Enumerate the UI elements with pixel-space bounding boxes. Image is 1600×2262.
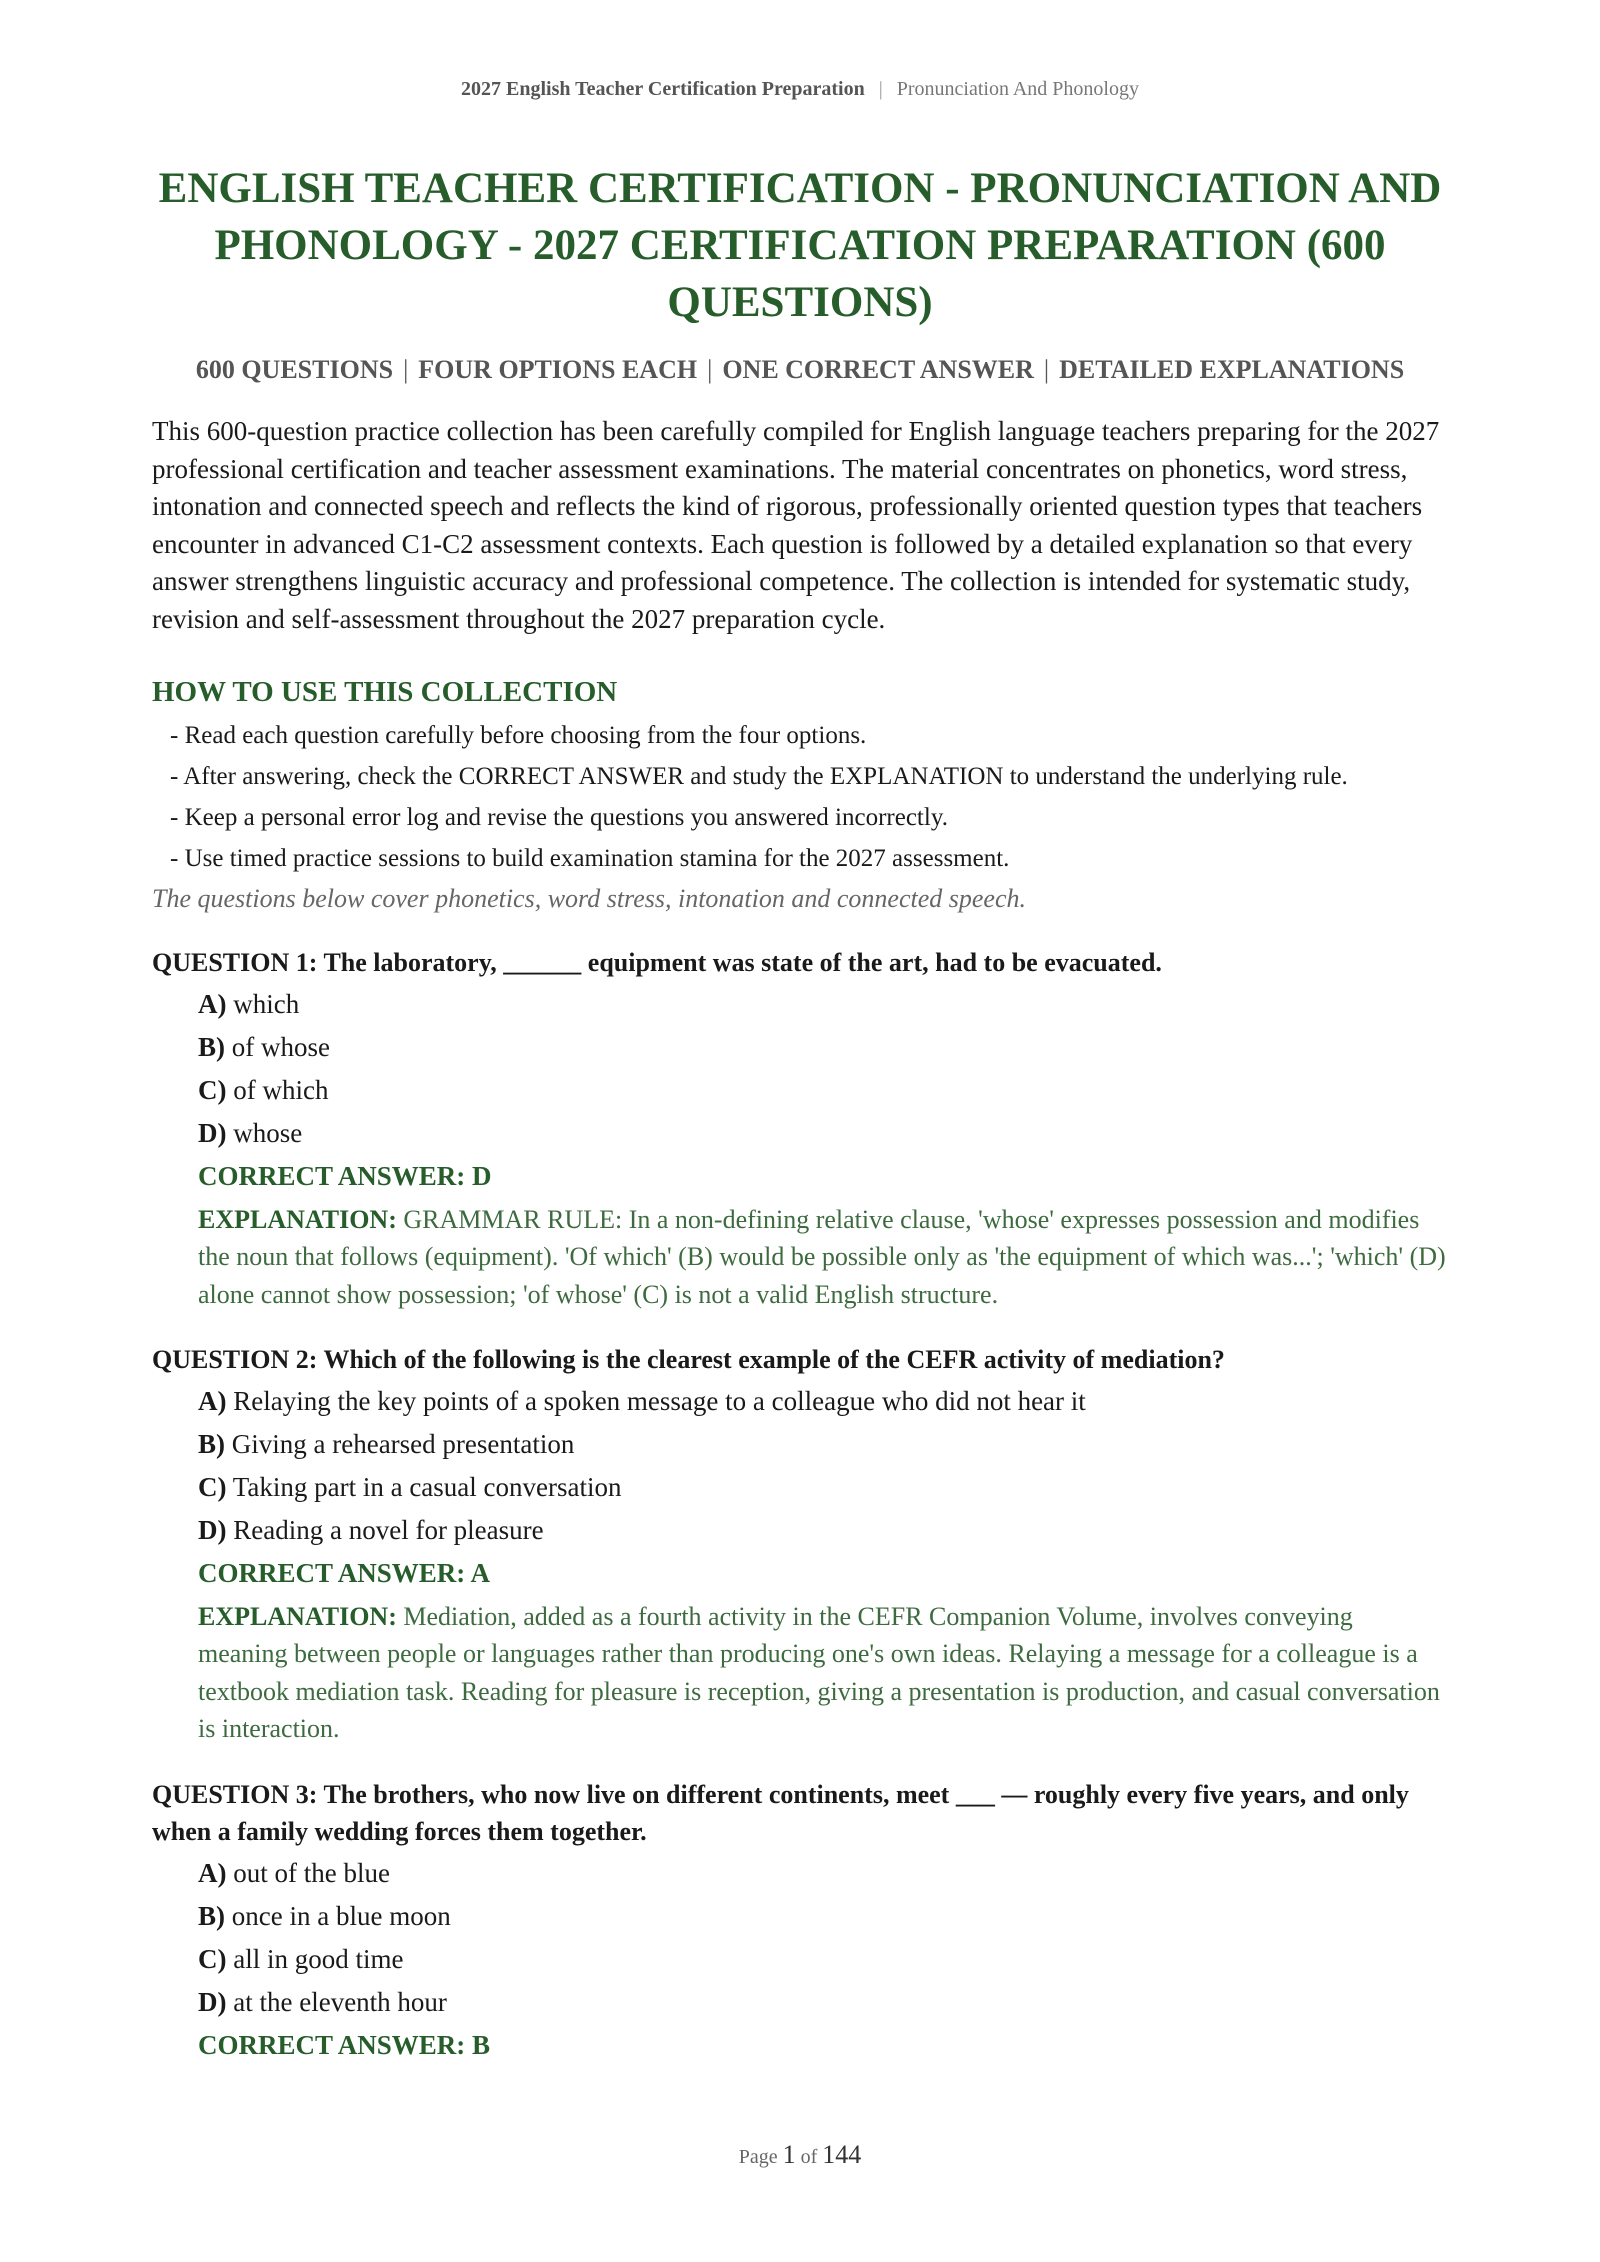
explanation-label: EXPLANATION: <box>198 1204 397 1234</box>
option-text: at the eleventh hour <box>226 1986 447 2017</box>
correct-answer: CORRECT ANSWER: B <box>198 2029 491 2060</box>
howto-list <box>152 718 1448 876</box>
option-d <box>198 1514 1448 1547</box>
howto-item: - After answering, check the CORRECT ANSWER and study the EXPLANATION to understand the underlying rule. <box>170 763 1348 790</box>
explanation-label: EXPLANATION: <box>198 1601 397 1631</box>
option-text: Reading a novel for pleasure <box>226 1514 544 1545</box>
option-text: of which <box>226 1074 329 1105</box>
option-b <box>198 1031 1448 1064</box>
footer-page-word: Page <box>738 2146 778 2168</box>
option-text: Relaying the key points of a spoken message to a colleague who did not hear it <box>226 1385 1086 1416</box>
howto-item: - Use timed practice sessions to build examination stamina for the 2027 assessment. <box>170 845 1010 872</box>
option-c <box>198 1074 1448 1107</box>
correct-answer: CORRECT ANSWER: A <box>198 1557 491 1588</box>
header-section: Pronunciation And Phonology <box>896 78 1139 100</box>
option-text: of whose <box>225 1031 330 1062</box>
howto-heading: HOW TO USE THIS COLLECTION <box>152 676 618 708</box>
option-c <box>198 1471 1448 1504</box>
options-list <box>198 1857 1448 2019</box>
footer-page-number: 1 <box>782 2140 796 2169</box>
question-stem: QUESTION 2: Which of the following is the clearest example of the CEFR activity of mediation? <box>152 1345 1225 1374</box>
option-letter: B) <box>198 1428 225 1459</box>
option-text: Giving a rehearsed presentation <box>225 1428 575 1459</box>
option-b <box>198 1428 1448 1461</box>
option-b <box>198 1900 1448 1933</box>
option-letter: C) <box>198 1943 227 1974</box>
options-list <box>198 1385 1448 1547</box>
meta-line <box>152 353 1448 387</box>
option-letter: C) <box>198 1471 227 1502</box>
option-letter: D) <box>198 1986 227 2017</box>
option-letter: D) <box>198 1117 227 1148</box>
intro-paragraph: This 600-question practice collection has been carefully compiled for English language teachers preparing for the 2027 professional certification and teacher assessment examinations. The material concentrates on phonetics, word stress, intonation and connected speech and reflects the kind of rigorous, professionally oriented question types that teachers encounter in advanced C1-C2 assessment contexts. Each question is followed by a detailed explanation so that every answer strengthens linguistic accuracy and professional competence. The collection is intended for systematic study, revision and self-assessment throughout the 2027 preparation cycle. <box>152 416 1440 634</box>
howto-item: - Read each question carefully before choosing from the four options. <box>170 722 867 749</box>
header-title: 2027 English Teacher Certification Preparation <box>461 78 865 100</box>
option-a <box>198 1385 1448 1418</box>
option-letter: C) <box>198 1074 227 1105</box>
document-title: ENGLISH TEACHER CERTIFICATION - PRONUNCIATION AND PHONOLOGY - 2027 CERTIFICATION PREPARATION (600 QUESTIONS) <box>158 165 1442 326</box>
options-list <box>198 988 1448 1150</box>
explanation <box>198 1201 1448 1314</box>
option-a <box>198 988 1448 1021</box>
option-d <box>198 1986 1448 2019</box>
explanation-text: GRAMMAR RULE: In a non-defining relative clause, 'whose' expresses possession and modifies the noun that follows (equipment). 'Of which' (B) would be possible only as 'the equipment of which was...'; 'which' (D) alone cannot show possession; 'of whose' (C) is not a valid English structure. <box>198 1204 1446 1309</box>
meta-item: FOUR OPTIONS EACH <box>418 355 698 384</box>
running-header <box>152 0 1448 102</box>
page-footer <box>0 2140 1600 2170</box>
option-text: out of the blue <box>226 1857 390 1888</box>
question-block <box>152 944 1448 1313</box>
option-text: all in good time <box>226 1943 404 1974</box>
question-block <box>152 1776 1448 2062</box>
meta-item: ONE CORRECT ANSWER <box>722 355 1034 384</box>
meta-item: DETAILED EXPLANATIONS <box>1059 355 1405 384</box>
explanation <box>198 1598 1448 1748</box>
option-letter: A) <box>198 1385 227 1416</box>
option-letter: D) <box>198 1514 227 1545</box>
footer-page-total: 144 <box>822 2140 862 2169</box>
meta-separator: | <box>403 355 409 384</box>
meta-separator: | <box>707 355 713 384</box>
option-text: which <box>226 988 300 1019</box>
question-stem: QUESTION 1: The laboratory, ______ equipment was state of the art, had to be evacuated. <box>152 948 1162 977</box>
question-stem: QUESTION 3: The brothers, who now live on different continents, meet ___ — roughly every five years, and only when a family wedding forces them together. <box>152 1779 1409 1846</box>
option-a <box>198 1857 1448 1890</box>
option-letter: A) <box>198 1857 227 1888</box>
question-block <box>152 1341 1448 1748</box>
meta-separator: | <box>1043 355 1050 384</box>
option-d <box>198 1117 1448 1150</box>
option-c <box>198 1943 1448 1976</box>
meta-item: 600 QUESTIONS <box>195 355 394 384</box>
correct-answer: CORRECT ANSWER: D <box>198 1160 492 1191</box>
option-letter: B) <box>198 1900 225 1931</box>
coverage-note: The questions below cover phonetics, word stress, intonation and connected speech. <box>152 884 1026 913</box>
option-text: whose <box>226 1117 303 1148</box>
footer-of-word: of <box>800 2146 818 2168</box>
explanation-text: Mediation, added as a fourth activity in the CEFR Companion Volume, involves conveying meaning between people or languages rather than producing one's own ideas. Relaying a message for a colleague is a textbook mediation task. Reading for pleasure is reception, giving a presentation is production, and casual conversation is interaction. <box>198 1601 1440 1743</box>
howto-item: - Keep a personal error log and revise the questions you answered incorrectly. <box>170 804 948 831</box>
option-letter: B) <box>198 1031 225 1062</box>
option-letter: A) <box>198 988 227 1019</box>
option-text: once in a blue moon <box>225 1900 451 1931</box>
option-text: Taking part in a casual conversation <box>226 1471 622 1502</box>
header-separator: | <box>878 78 883 100</box>
